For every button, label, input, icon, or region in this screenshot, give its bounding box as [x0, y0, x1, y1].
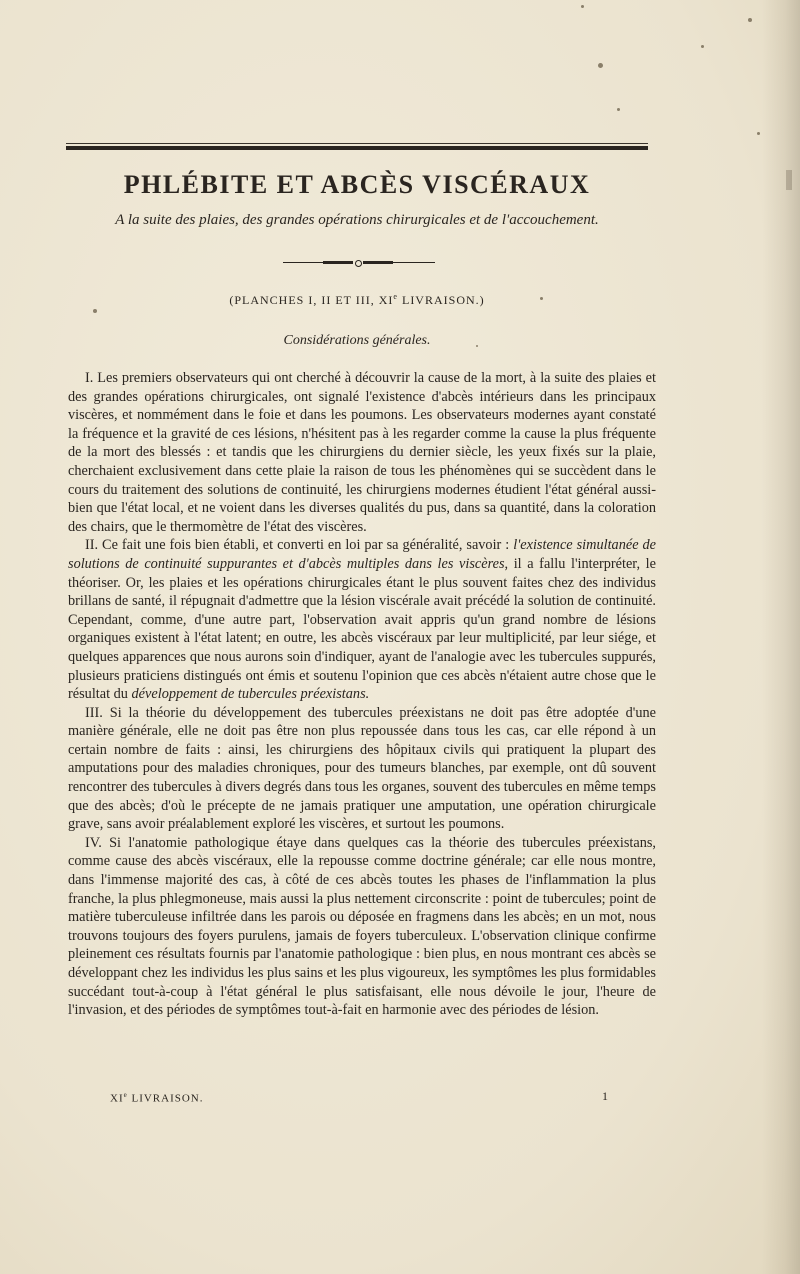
section-heading: Considérations générales.	[283, 333, 431, 348]
footer-livraison	[110, 1091, 204, 1105]
page-number: 1	[602, 1089, 608, 1103]
plates-reference	[66, 292, 648, 308]
speck	[701, 45, 704, 48]
footer-livraison-prefix: XI	[110, 1092, 124, 1105]
paragraph-2-middle: , il a fallu l'interpréter, le théoriser. Or, les plaies et les opérations chirurgicales étant le plus souvent faites chez des individus brillans de santé, il répugnait d'admettre que la lésion viscérale avait précédé la solution de continuité. Cependant, comme, d'une autre part, l'observation avait appris qu'un grand nombre de lésions organiques existent à l'état latent; en outre, les abcès viscéraux par leur multiplicité, par leur siége, et quelques apparences que nous aurons soin d'indiquer, ayant de l'analogie avec les tubercules suppurés, plusieurs praticiens distingués ont émis et soutenu l'opinion que ces abcès n'étaient autre chose que le résultat du	[68, 555, 656, 703]
speck	[617, 108, 620, 111]
speck	[581, 5, 584, 8]
paragraph-2-emphasis-1: l'existence simultanée de solutions de continuité suppurantes et d'abcès multiples dans les viscères	[68, 537, 656, 572]
speck	[598, 63, 603, 68]
plates-reference-prefix: (PLANCHES I, II ET III, XI	[229, 293, 394, 307]
footer-livraison-suffix: LIVRAISON.	[127, 1092, 204, 1105]
paragraph-4: IV. Si l'anatomie pathologique étaye dans quelques cas la théorie des tubercules préexistans, comme cause des abcès viscéraux, elle la repousse comme doctrine générale; car elle nous montre, dans l'immense majorité des cas, à côté de ces abcès toutes les phases de l'inflammation la plus franche, la plus phlegmoneuse, mais aussi la plus nettement circonscrite : point de tubercules; point de matière tuberculeuse infiltrée dans les parois ou déposée en fragmens dans les abcès; en un mot, nous trouvons toujours des foyers purulens, jamais de foyers tuberculeux. L'observation clinique confirme pleinement ces résultats fournis par l'anatomie pathologique : bien plus, en nous montrant ces abcès se développant chez les individus les plus sains et les plus vigoureux, les symptômes les plus formidables succédant tout-à-coup à l'état général le plus satisfaisant, elle nous dévoile le jour, l'heure de l'invasion, et des périodes de symptômes tout-à-fait en harmonie avec des périodes de lésion.	[68, 834, 656, 1019]
page-edge-shadow	[762, 0, 800, 1274]
top-double-rule	[66, 143, 648, 150]
body-text	[68, 369, 656, 1020]
speck	[748, 18, 752, 22]
plates-reference-suffix: LIVRAISON.)	[397, 293, 485, 307]
page-title: PHLÉBITE ET ABCÈS VISCÉRAUX	[123, 170, 591, 199]
plates-reference-sup: e	[393, 292, 398, 301]
paragraph-2-start: II. Ce fait une fois bien établi, et converti en loi par sa généralité, savoir :	[85, 537, 514, 554]
page-edge-mark	[786, 170, 792, 190]
speck	[93, 309, 97, 313]
paragraph-2-emphasis-2: développement de tubercules préexistans.	[131, 686, 370, 703]
paragraph-3: III. Si la théorie du développement des tubercules préexistans ne doit pas être adoptée d'une manière générale, elle ne doit pas être non plus repoussée dans tous les cas, car elle répond à un certain nombre de faits : ainsi, les chirurgiens des hôpitaux civils qui pratiquent la plupart des amputations pour des maladies chroniques, pour des tumeurs blanches, par exemple, ont dû souvent rencontrer des tubercules à divers degrés dans tous les organes, souvent des tubercules en même temps que des abcès; d'où le précepte de ne jamais pratiquer une amputation, une opération chirurgicale grave, sans avoir préalablement exploré les viscères, et surtout les poumons.	[68, 704, 656, 833]
paragraph-2	[68, 536, 656, 703]
page-subtitle: A la suite des plaies, des grandes opérations chirurgicales et de l'accouchement.	[115, 212, 599, 228]
paragraph-1: I. Les premiers observateurs qui ont cherché à découvrir la cause de la mort, à la suite des plaies et des grandes opérations chirurgicales, ont signalé l'existence d'abcès intérieurs dans les principaux viscères, et nommément dans le foie et dans les poumons. Les observateurs modernes ayant constaté la fréquence et la gravité de ces lésions, n'hésitent pas à les regarder comme la cause la plus fréquente de la mort des blessés : et tandis que les chirurgiens du dernier siècle, les yeux fixés sur la plaie, cherchaient exclusivement dans cette plaie la raison de tous les phénomènes qui se succèdent dans le cours du traitement des solutions de continuité, les chirurgiens modernes étudient l'état général aussi-bien que l'état local, et ne voient dans les diverses qualités du pus, dans sa quantité, dans la coloration des chairs, que le thermomètre de l'état des viscères.	[68, 370, 656, 535]
footer-livraison-sup: e	[123, 1091, 128, 1099]
speck	[757, 132, 760, 135]
ornamental-divider	[283, 259, 435, 267]
